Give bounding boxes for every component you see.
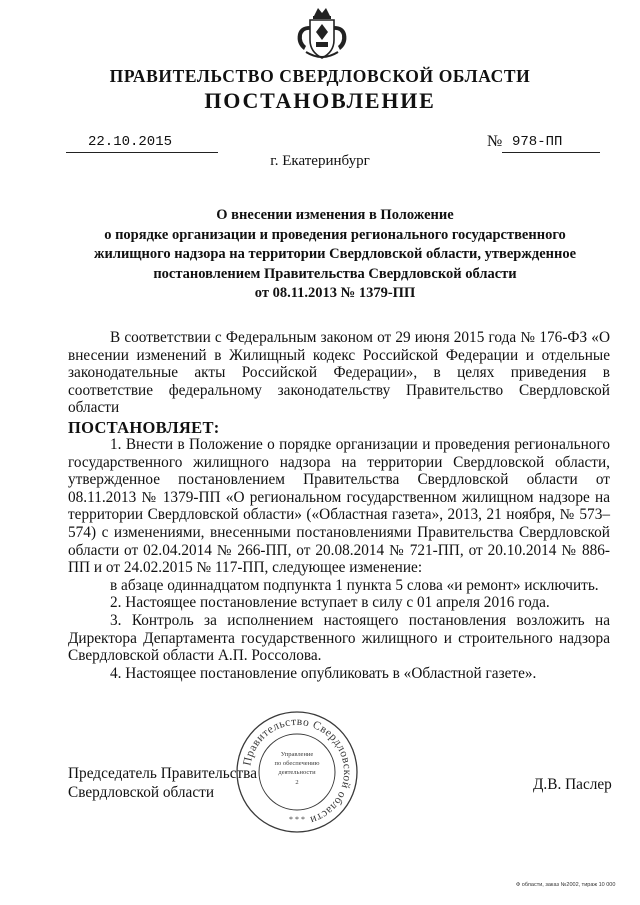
title-line: постановлением Правительства Свердловской области	[153, 265, 517, 282]
item-1-subclause: в абзаце одиннадцатом подпункта 1 пункта 5 слова «и ремонт» исключить.	[110, 576, 599, 594]
document-number: 978-ПП	[512, 134, 563, 150]
title-line: жилищного надзора на территории Свердловской области, утвержденное	[93, 246, 577, 262]
item-3: 3. Контроль за исполнением настоящего постановления возложить на Директора Департамента государственного жилищного и строительного надзора Свердловской области А.П. Россолова.	[68, 611, 610, 665]
title-line: от 08.11.2013 № 1379-ПП	[254, 285, 416, 301]
number-sign: №	[487, 133, 503, 150]
date-field	[66, 134, 218, 153]
coat-of-arms-icon	[292, 4, 352, 62]
document-type: ПОСТАНОВЛЕНИЕ	[204, 88, 436, 113]
intro-text: В соответствии с Федеральным законом от 29 июня 2015 года № 176-ФЗ «О внесении изменений в Жилищный кодекс Российской Федерации и отдельные законодательные акты Российской Федерации», в целях приведения в соответствие федеральному законодательству Правительство Свердловской области	[68, 329, 610, 417]
signer-position	[68, 764, 257, 802]
item-1: 1. Внести в Положение о порядке организации и проведения регионального государственного жилищного надзора на территории Свердловской области, утвержденное постановлением Правительства Свердловской области от 08.11.2013 № 1379-ПП «О региональном государственном жилищном надзоре на территории Свердловской области» («Областная газета», 2013, 21 ноября, № 573–574) с изменениями, внесенными постановлениями Правительства Свердловской области от 02.04.2014 № 266-ПП, от 20.08.2014 № 721-ПП, от 20.10.2014 № 886-ПП и от 24.02.2015 № 117-ПП, следующее изменение:	[68, 436, 610, 577]
item-4: 4. Настоящее постановление опубликовать в «Областной газете».	[110, 664, 537, 682]
stamp-center-line: Управление	[280, 751, 314, 758]
signer-position-line: Председатель Правительства	[68, 765, 257, 782]
title-line: о порядке организации и проведения регионального государственного	[104, 226, 566, 243]
signer-position-line: Свердловской области	[68, 784, 215, 801]
number-field	[502, 134, 600, 153]
official-stamp-icon	[233, 708, 361, 836]
svg-text:* * *: * * *	[289, 815, 305, 824]
stamp-center-line: 2	[295, 779, 299, 786]
document-date: 22.10.2015	[88, 134, 173, 150]
item-2: 2. Настоящее постановление вступает в силу с 01 апреля 2016 года.	[110, 594, 550, 612]
resolution-items	[68, 436, 610, 682]
title-line: О внесении изменения в Положение	[216, 207, 454, 223]
document-title	[70, 206, 600, 304]
stamp-center-line: по обеспечению	[274, 760, 320, 767]
print-info: Ф области, заказ №2002, тираж 10 000	[516, 882, 616, 888]
stamp-center-line: деятельности	[278, 769, 316, 776]
stamp-ring-text: Правительство Свердловской области	[241, 715, 354, 827]
city: г. Екатеринбург	[270, 153, 370, 169]
intro-paragraph	[68, 329, 610, 417]
resolves-heading: ПОСТАНОВЛЯЕТ:	[68, 418, 220, 437]
government-name: ПРАВИТЕЛЬСТВО СВЕРДЛОВСКОЙ ОБЛАСТИ	[109, 66, 531, 86]
signer-name: Д.В. Паслер	[533, 776, 612, 793]
